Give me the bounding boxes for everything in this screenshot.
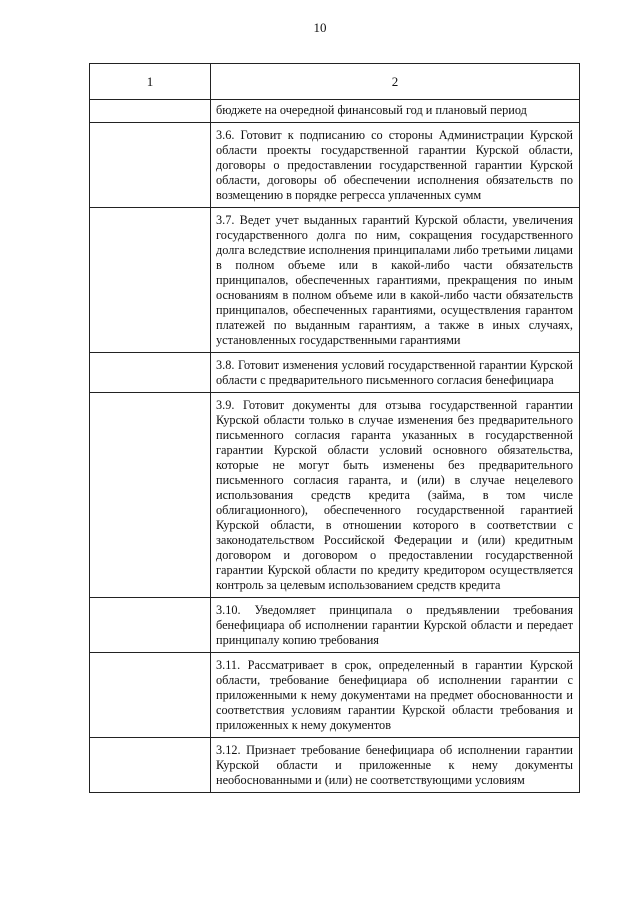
table-row xyxy=(90,653,580,738)
row-number-cell xyxy=(90,393,211,598)
column-header-2: 2 xyxy=(211,64,580,100)
row-text-cell: 3.7. Ведет учет выданных гарантий Курской области, увеличения государственного долга по ним, сокращения государственного долга вследствие исполнения принципалами либо третьими лицами в полном объеме или в какой-либо части обязательств принципалов, обеспеченных гарантиями, прекращения по иным основаниям в полном объеме или в какой-либо части обязательств принципалов, обеспеченных гарантиями, осуществления гарантом платежей по выданным гарантиям, а также в иных случаях, установленных государственными гарантиями xyxy=(211,208,580,353)
table-row xyxy=(90,393,580,598)
row-text-cell: 3.8. Готовит изменения условий государственной гарантии Курской области с предварительного письменного согласия бенефициара xyxy=(211,353,580,393)
row-number-cell xyxy=(90,123,211,208)
table-row xyxy=(90,353,580,393)
row-number-cell xyxy=(90,653,211,738)
table-row xyxy=(90,598,580,653)
column-header-1: 1 xyxy=(90,64,211,100)
page-number: 10 xyxy=(313,20,327,35)
row-number-cell xyxy=(90,353,211,393)
row-number-cell xyxy=(90,738,211,793)
row-text-cell: 3.10. Уведомляет принципала о предъявлении требования бенефициара об исполнении гарантии Курской области и передает принципалу копию требования xyxy=(211,598,580,653)
row-text-cell: бюджете на очередной финансовый год и плановый период xyxy=(211,100,580,123)
row-number-cell xyxy=(90,598,211,653)
row-number-cell xyxy=(90,208,211,353)
table-row xyxy=(90,123,580,208)
table-row xyxy=(90,208,580,353)
row-text-cell: 3.12. Признает требование бенефициара об исполнении гарантии Курской области и приложенные к нему документы необоснованными и (или) не соответствующими условиям xyxy=(211,738,580,793)
document-table xyxy=(89,63,580,793)
table-row xyxy=(90,100,580,123)
row-number-cell xyxy=(90,100,211,123)
row-text-cell: 3.9. Готовит документы для отзыва государственной гарантии Курской области только в случае изменения без предварительного письменного согласия гаранта указанных в государственной гарантии Курской области условий основного обязательства, которые не могут быть изменены без предварительного письменного согласия гаранта, и (или) в случае нецелевого использования средств кредита (займа, в том числе облигационного), обеспеченного государственной гарантией Курской области, в отношении которого в соответствии с законодательством Российской Федерации и (или) кредитным договором и договором о предоставлении государственной гарантии Курской области по кредиту кредитором осуществляется контроль за целевым использованием средств кредита xyxy=(211,393,580,598)
table-header-row xyxy=(90,64,580,100)
row-text-cell: 3.6. Готовит к подписанию со стороны Администрации Курской области проекты государственной гарантии Курской области, договоры о предоставлении государственной гарантии Курской области, договоры об обеспечении исполнения обязательств по возмещению в порядке регресса уплаченных сумм xyxy=(211,123,580,208)
row-text-cell: 3.11. Рассматривает в срок, определенный в гарантии Курской области, требование бенефициара об исполнении гарантии с приложенными к нему документами на предмет обоснованности и соответствия условиям гарантии Курской области требования и приложенных к нему документов xyxy=(211,653,580,738)
table-row xyxy=(90,738,580,793)
